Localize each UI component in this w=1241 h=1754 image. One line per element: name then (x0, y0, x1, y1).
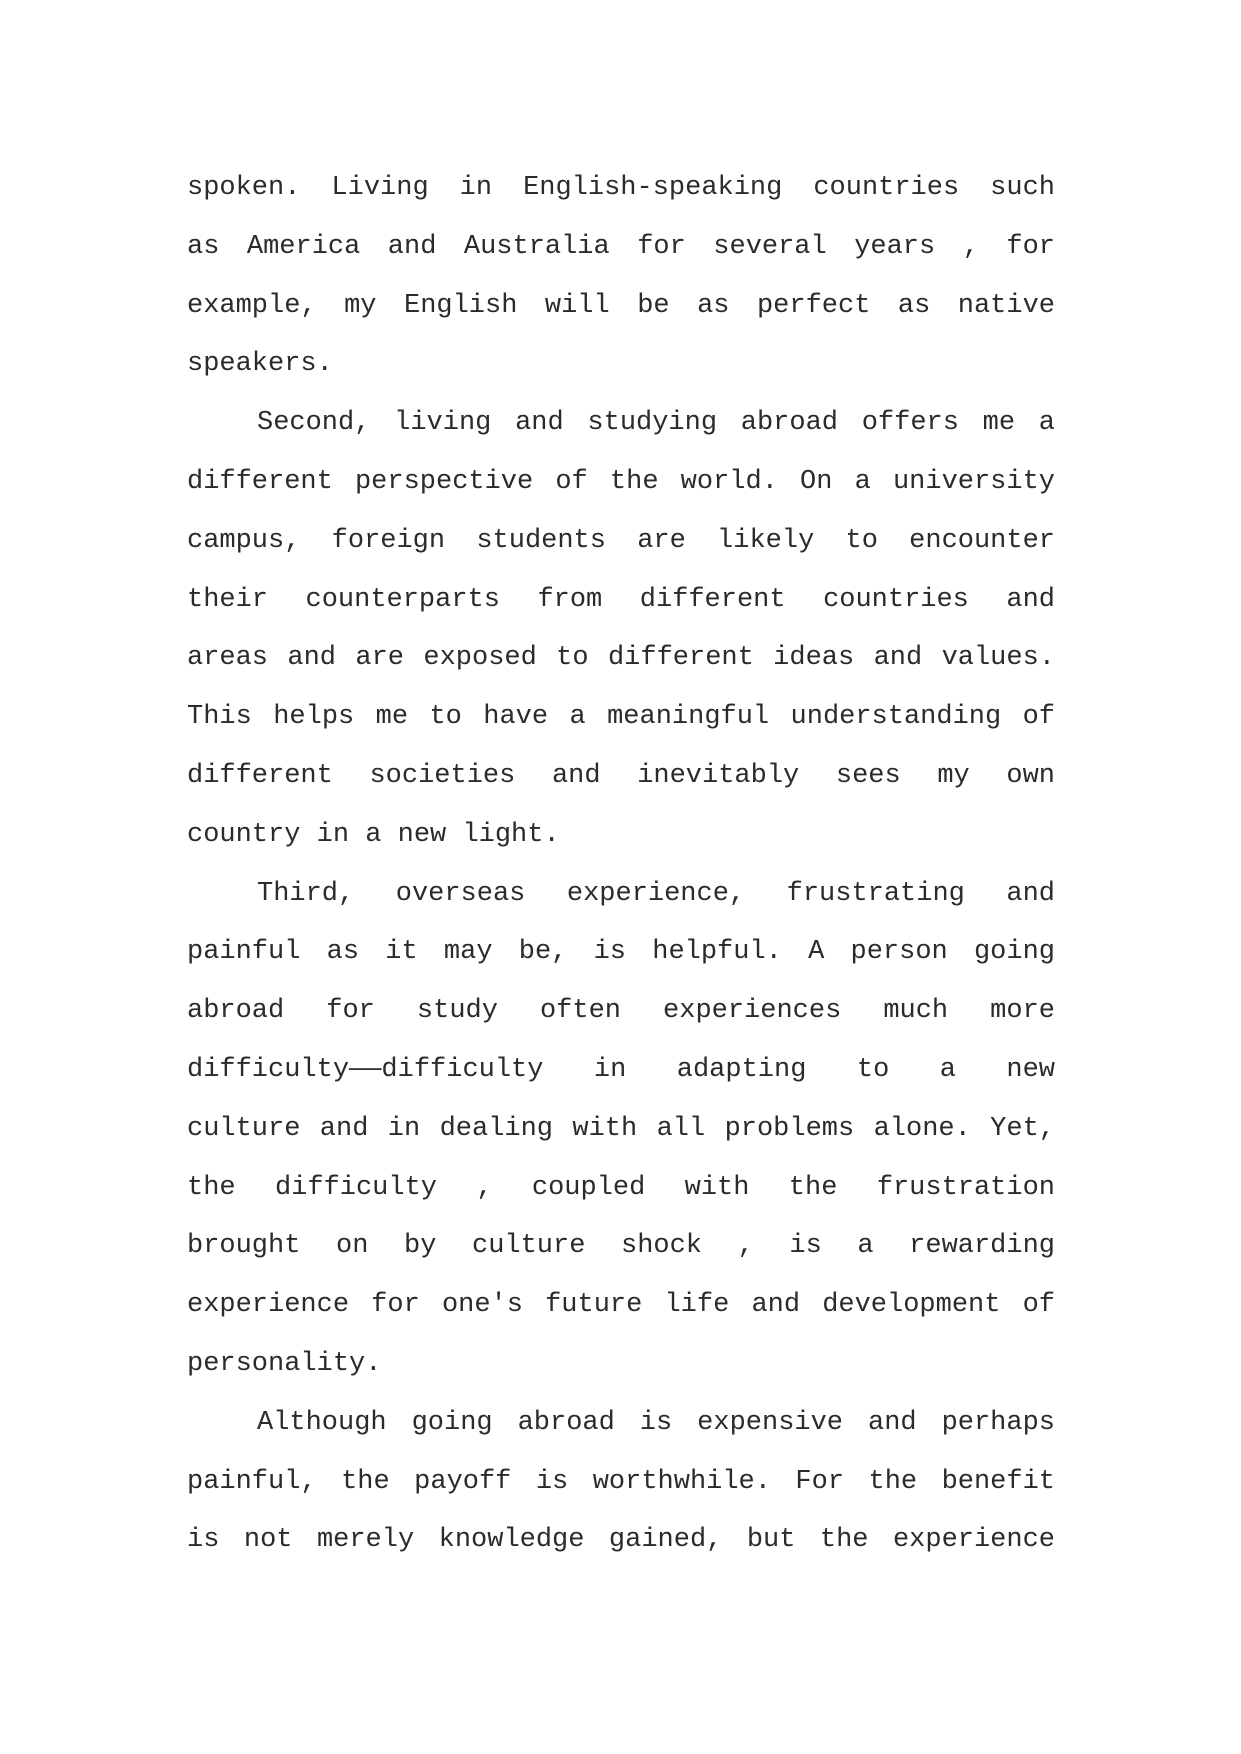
text-line: areas and are exposed to different ideas and values. (187, 643, 1055, 674)
paragraph (187, 1394, 1055, 1570)
text-line: Although going abroad is expensive and perhaps (257, 1407, 1055, 1438)
text-line: culture and in dealing with all problems alone. Yet, (187, 1113, 1055, 1144)
text-line: personality. (187, 1348, 382, 1379)
text-line: abroad for study often experiences much more (187, 996, 1055, 1027)
text-line: their counterparts from different countries and (187, 584, 1055, 615)
text-line: campus, foreign students are likely to encounter (187, 525, 1055, 556)
text-line: Third, overseas experience, frustrating and (257, 878, 1055, 909)
paragraph (187, 159, 1055, 394)
text-line: painful as it may be, is helpful. A person going (187, 937, 1055, 968)
text-line: country in a new light. (187, 819, 560, 850)
text-line: speakers. (187, 349, 333, 380)
text-line: spoken. Living in English-speaking countries such (187, 173, 1055, 203)
text-line: This helps me to have a meaningful understanding of (187, 702, 1055, 733)
paragraph (187, 394, 1055, 864)
text-line: different societies and inevitably sees my own (187, 760, 1055, 791)
text-line: painful, the payoff is worthwhile. For the benefit (187, 1466, 1055, 1497)
text-line: Second, living and studying abroad offers me a (257, 408, 1055, 439)
text-line: brought on by culture shock , is a rewarding (187, 1231, 1055, 1262)
paragraph (187, 865, 1055, 1394)
text-line: experience for one's future life and development of (187, 1290, 1055, 1321)
text-line: the difficulty , coupled with the frustration (187, 1172, 1055, 1203)
text-line: as America and Australia for several years , for (187, 231, 1055, 262)
text-line: is not merely knowledge gained, but the experience (187, 1525, 1055, 1556)
text-line: different perspective of the world. On a university (187, 466, 1055, 497)
text-line: example, my English will be as perfect as native (187, 290, 1055, 321)
body-text (187, 159, 1055, 1570)
text-line: difficulty——difficulty in adapting to a new (187, 1054, 1055, 1085)
